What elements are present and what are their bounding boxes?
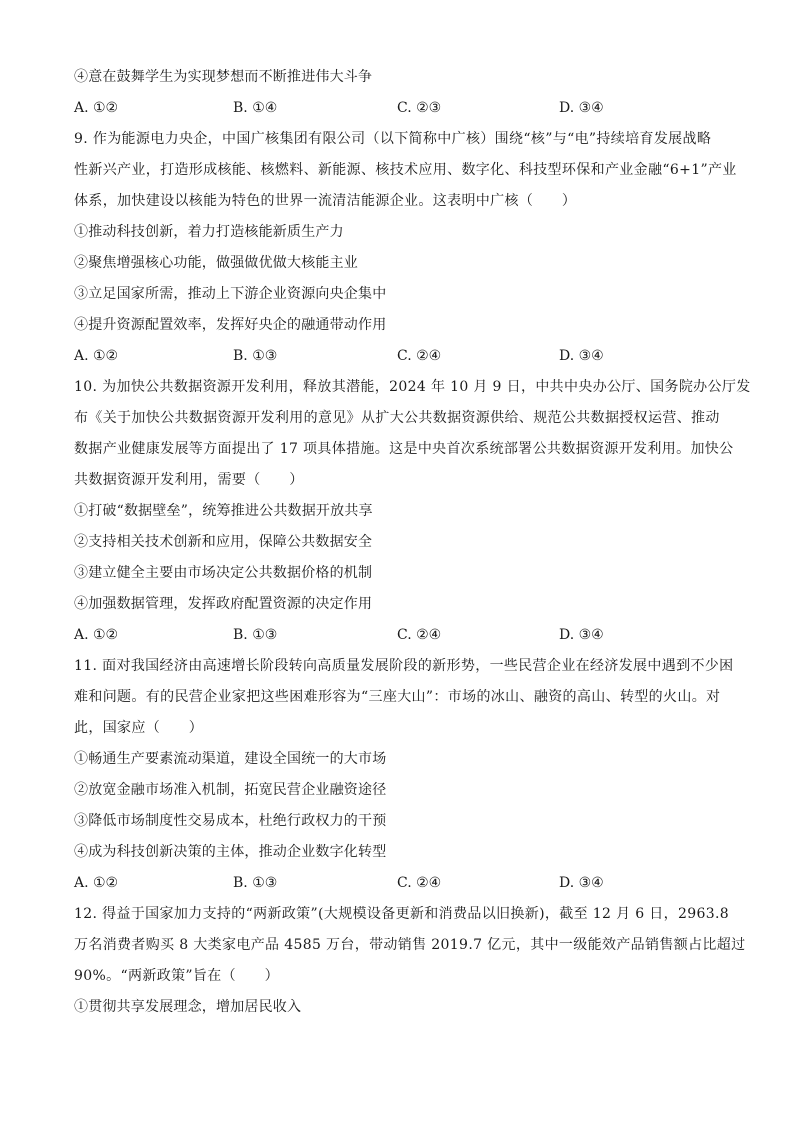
stem-line: 11. 面对我国经济由高速增长阶段转向高质量发展阶段的新形势，一些民营企业在经济发展中遇到不少困 (74, 658, 734, 674)
statement-line: ②聚焦增强核心功能，做强做优做大核能主业 (74, 255, 358, 271)
statement-line: ④提升资源配置效率，发挥好央企的融通带动作用 (74, 317, 387, 333)
statement-line: ②放宽金融市场准入机制，拓宽民营企业融资途径 (74, 782, 387, 798)
option-d[interactable]: D. ③④ (559, 348, 604, 364)
question-10 (74, 372, 751, 651)
option-c[interactable]: C. ②④ (397, 627, 442, 643)
question-stem (74, 899, 746, 992)
statement-line: ②支持相关技术创新和应用，保障公共数据安全 (74, 534, 373, 550)
option-a[interactable]: A. ①② (74, 348, 119, 364)
option-b[interactable]: B. ①④ (233, 100, 278, 116)
option-d[interactable]: D. ③④ (559, 100, 604, 116)
question-stem (74, 651, 734, 744)
stem-line: 难和问题。有的民营企业家把这些困难形容为“三座大山”：市场的冰山、融资的高山、转型的火山。对 (74, 689, 721, 705)
stem-line: 布《关于加快公共数据资源开发利用的意见》从扩大公共数据资源供给、规范公共数据授权运营、推动 (74, 410, 720, 426)
exam-page (74, 62, 751, 1023)
option-b[interactable]: B. ①③ (233, 627, 278, 643)
statement-line: ④加强数据管理，发挥政府配置资源的决定作用 (74, 596, 373, 612)
statement-line: ①畅通生产要素流动渠道，建设全国统一的大市场 (74, 751, 387, 767)
answer-options (74, 620, 724, 651)
question-stem (74, 372, 751, 496)
option-b[interactable]: B. ①③ (233, 875, 278, 891)
question-11 (74, 651, 734, 899)
stem-line: 10. 为加快公共数据资源开发利用，释放其潜能，2024 年 10 月 9 日，中共中央办公厅、国务院办公厅发 (74, 379, 751, 395)
stem-line: 9. 作为能源电力央企，中国广核集团有限公司（以下简称中广核）围绕“核”与“电”持续培育发展战略 (74, 131, 712, 147)
option-c[interactable]: C. ②④ (397, 875, 442, 891)
stem-line: 90%。“两新政策”旨在（ ） (74, 968, 280, 984)
stem-line: 体系，加快建设以核能为特色的世界一流清洁能源企业。这表明中广核（ ） (74, 193, 577, 209)
stem-line: 共数据资源开发利用，需要（ ） (74, 472, 304, 488)
question-12 (74, 899, 746, 1023)
answer-options (74, 868, 724, 899)
statement-line: ③降低市场制度性交易成本，杜绝行政权力的干预 (74, 813, 387, 829)
stem-line: 性新兴产业，打造形成核能、核燃料、新能源、核技术应用、数字化、科技型环保和产业金融“6+1”产业 (74, 162, 737, 178)
option-a[interactable]: A. ①② (74, 627, 119, 643)
option-c[interactable]: C. ②④ (397, 348, 442, 364)
option-d[interactable]: D. ③④ (559, 627, 604, 643)
question-9 (74, 124, 737, 372)
answer-options (74, 341, 724, 372)
option-b[interactable]: B. ①③ (233, 348, 278, 364)
option-d[interactable]: D. ③④ (559, 875, 604, 891)
statement-line: ④成为科技创新决策的主体，推动企业数字化转型 (74, 844, 387, 860)
statement-line: ③建立健全主要由市场决定公共数据价格的机制 (74, 565, 373, 581)
statement-line: ③立足国家所需，推动上下游企业资源向央企集中 (74, 286, 387, 302)
option-a[interactable]: A. ①② (74, 100, 119, 116)
statement-line: ①打破“数据壁垒”，统筹推进公共数据开放共享 (74, 503, 373, 519)
stem-line: 数据产业健康发展等方面提出了 17 项具体措施。这是中央首次系统部署公共数据资源开发利用。加快公 (74, 441, 734, 457)
stem-line: 此，国家应（ ） (74, 720, 204, 736)
option-c[interactable]: C. ②③ (397, 100, 442, 116)
statement-line: ①贯彻共享发展理念，增加居民收入 (74, 999, 302, 1015)
statement-line: ④意在鼓舞学生为实现梦想而不断推进伟大斗争 (74, 69, 373, 85)
option-a[interactable]: A. ①② (74, 875, 119, 891)
stem-line: 12. 得益于国家加力支持的“两新政策”(大规模设备更新和消费品以旧换新)，截至 12 月 6 日，2963.8 (74, 906, 730, 922)
answer-options (74, 93, 724, 124)
stem-line: 万名消费者购买 8 大类家电产品 4585 万台，带动销售 2019.7 亿元，其中一级能效产品销售额占比超过 (74, 937, 746, 953)
question-stem (74, 124, 737, 217)
statement-line: ①推动科技创新，着力打造核能新质生产力 (74, 224, 344, 240)
